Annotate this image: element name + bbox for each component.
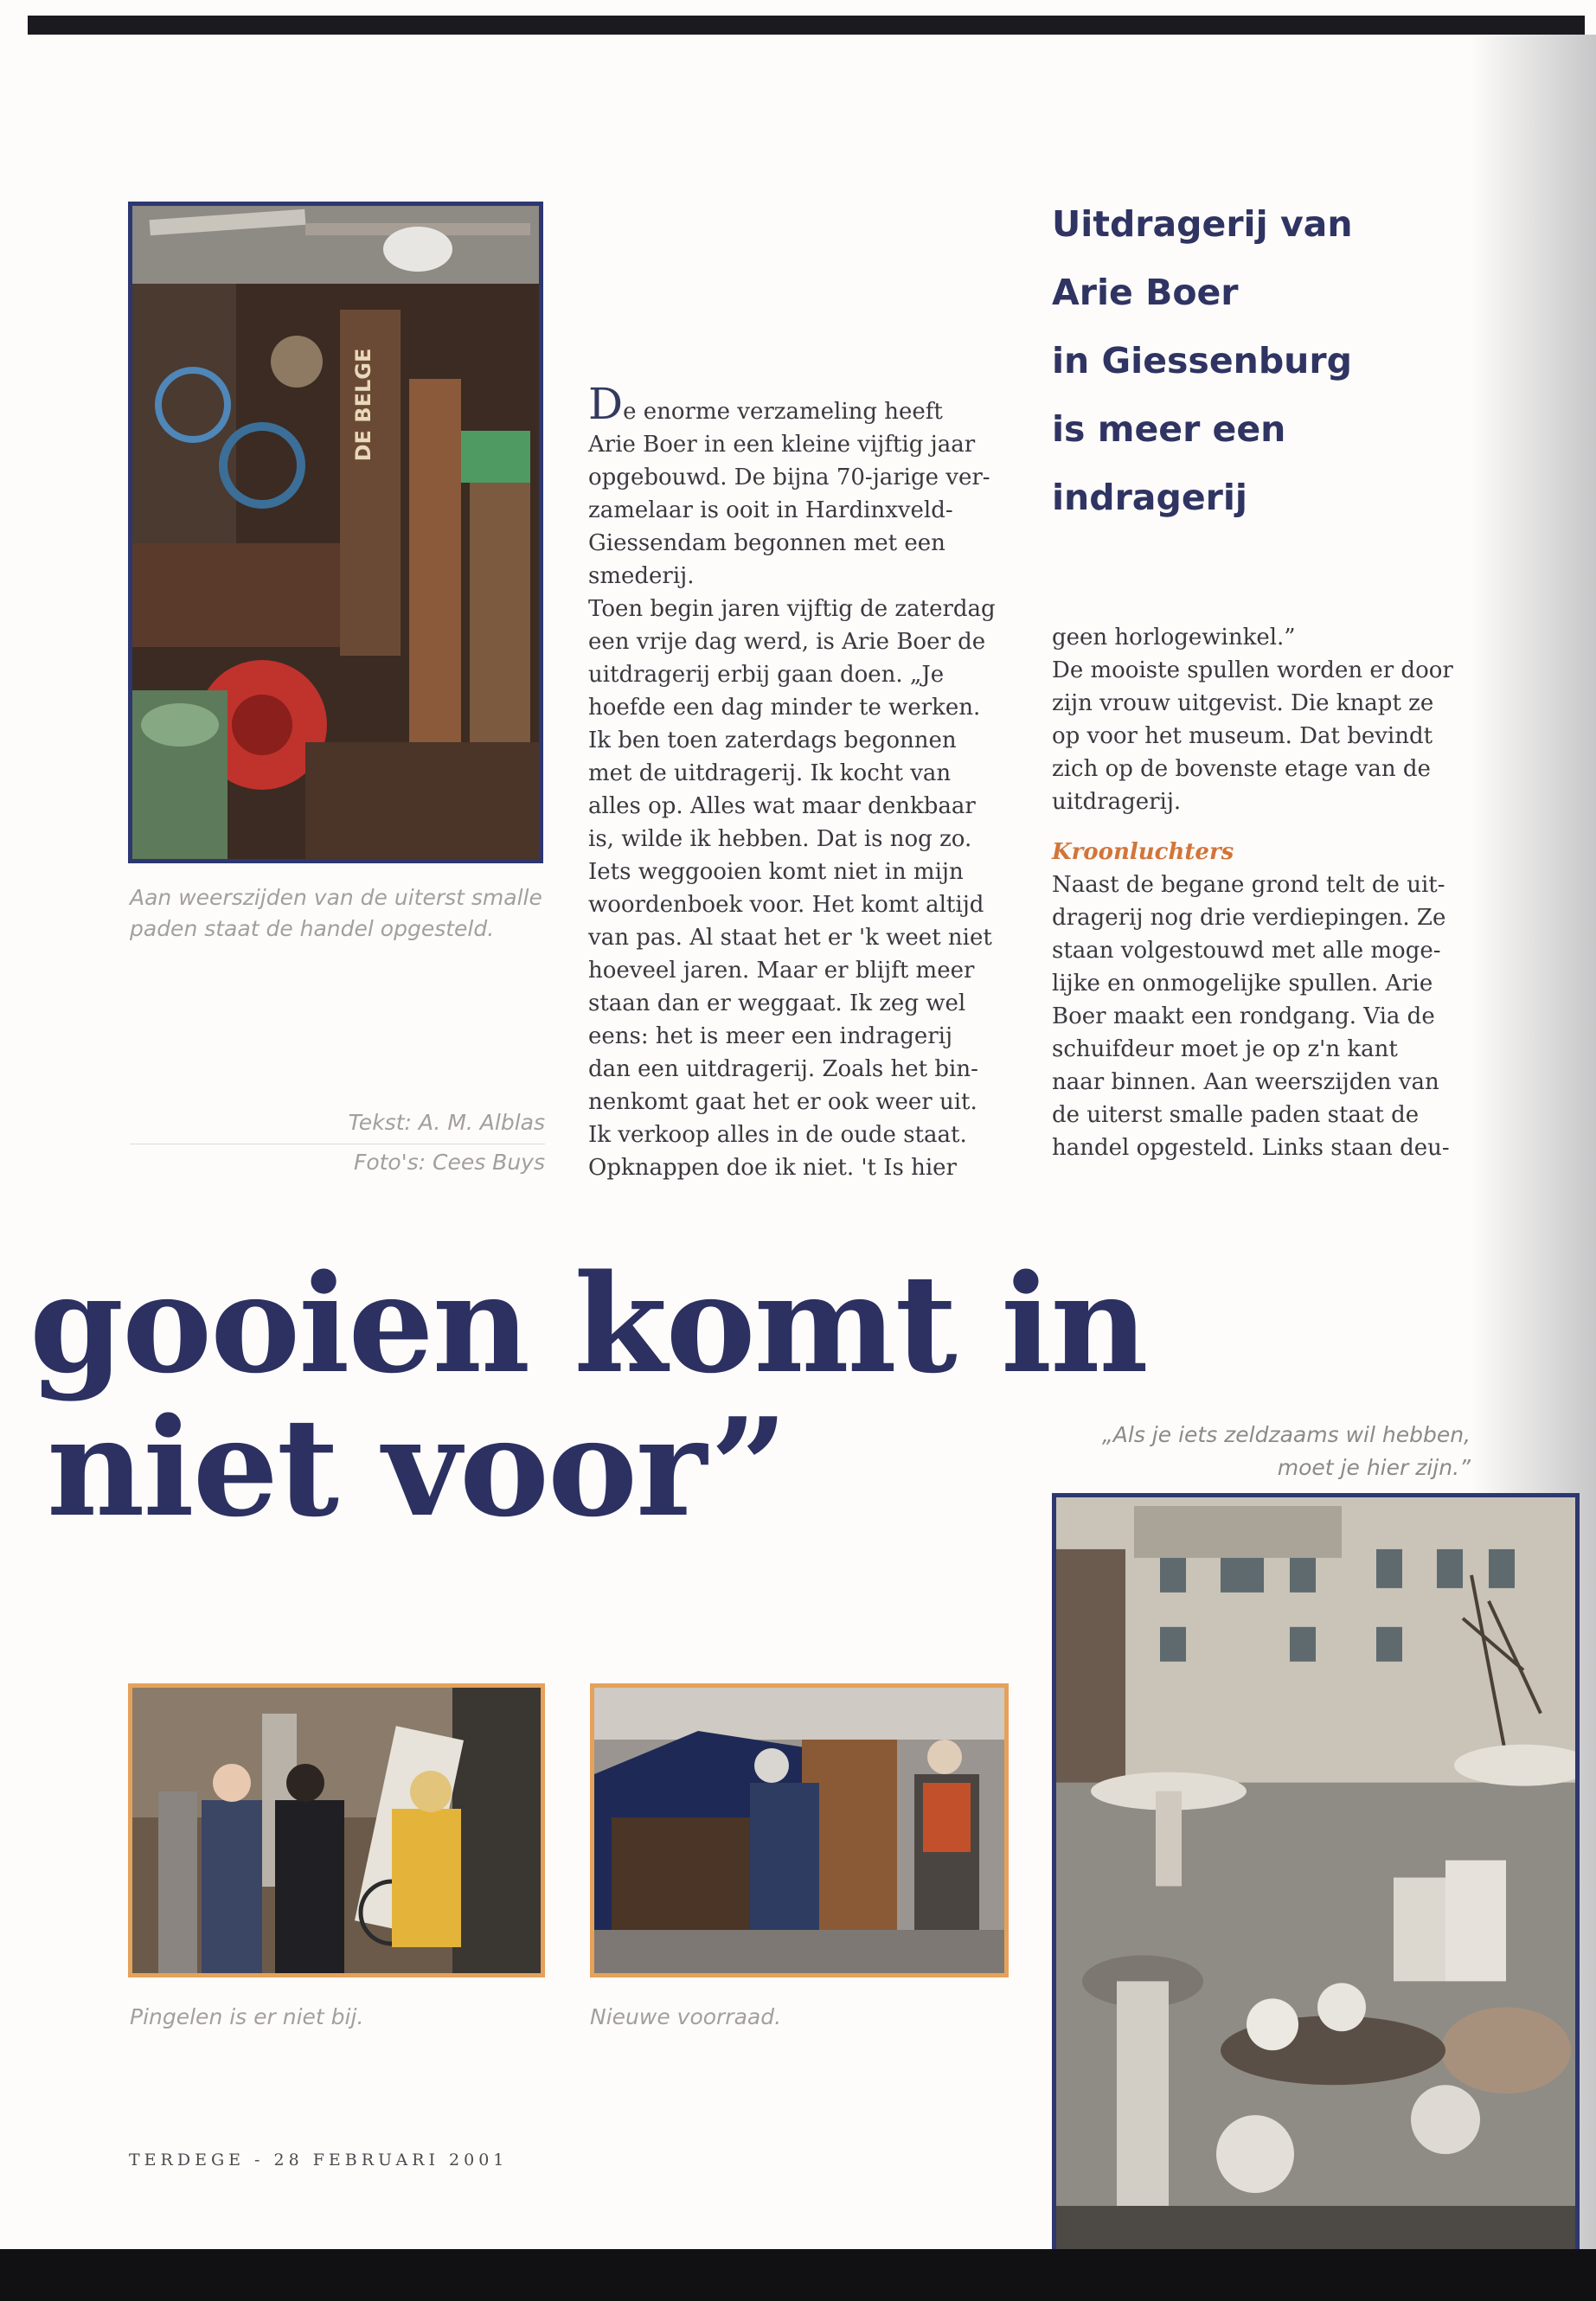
article-line: nenkomt gaat het er ook weer uit. xyxy=(588,1089,977,1115)
headline-line: in Giessenburg xyxy=(1052,340,1352,381)
photo-caption-pingelen: Pingelen is er niet bij. xyxy=(130,2004,364,2029)
article-line: schuifdeur moet je op z'n kant xyxy=(1052,1036,1398,1062)
paragraph-spacer xyxy=(1052,818,1467,836)
article-line: eens: het is meer een indragerij xyxy=(588,1023,953,1049)
article-line: Opknappen doe ik niet. 't Is hier xyxy=(588,1155,957,1181)
article-line: staan dan er weggaat. Ik zeg wel xyxy=(588,990,966,1016)
subhead-kroonluchters: Kroonluchters xyxy=(1052,839,1234,865)
article-line: dragerij nog drie verdiepingen. Ze xyxy=(1052,905,1446,931)
article-line: Ik verkoop alles in de oude staat. xyxy=(588,1122,967,1148)
article-line: hoefde een dag minder te werken. xyxy=(588,695,981,721)
photo-caption-voorraad: Nieuwe voorraad. xyxy=(590,2004,782,2029)
headline-line: indragerij xyxy=(1052,477,1247,518)
article-first-line xyxy=(588,379,1021,429)
article-line: zamelaar is ooit in Hardinxveld- xyxy=(588,497,953,523)
photo-nieuwe-voorraad xyxy=(590,1683,1009,1977)
article-line: met de uitdragerij. Ik kocht van xyxy=(588,760,952,786)
article-line: dan een uitdragerij. Zoals het bin- xyxy=(588,1056,978,1082)
title-line: gooien komt in xyxy=(29,1245,1147,1403)
article-line: naar binnen. Aan weerszijden van xyxy=(1052,1069,1439,1095)
article-line: een vrije dag werd, is Arie Boer de xyxy=(588,629,986,655)
article-line: De mooiste spullen worden er door xyxy=(1052,657,1453,683)
article-line: is, wilde ik hebben. Dat is nog zo. xyxy=(588,826,972,852)
title-line: niet voor” xyxy=(47,1388,786,1547)
photo-caption-top xyxy=(130,882,545,945)
caption-line: paden staat de handel opgesteld. xyxy=(130,916,495,941)
caption-line: Aan weerszijden van de uiterst smalle xyxy=(130,885,542,910)
article-column-2 xyxy=(1052,621,1467,1164)
drop-cap: D xyxy=(588,379,624,429)
top-rule xyxy=(28,16,1585,35)
bottom-rule xyxy=(0,2249,1596,2301)
headline-line: Uitdragerij van xyxy=(1052,203,1353,245)
article-line: alles op. Alles wat maar denkbaar xyxy=(588,793,976,819)
article-line: smederij. xyxy=(588,563,695,589)
article-line: Naast de begane grond telt de uit- xyxy=(1052,872,1445,898)
article-headline xyxy=(1052,190,1398,532)
credit-text: Tekst: A. M. Alblas xyxy=(348,1110,545,1135)
article-line: Arie Boer in een kleine vijftig jaar xyxy=(588,432,976,458)
article-line: zich op de bovenste etage van de xyxy=(1052,756,1431,782)
photo-pingelen xyxy=(128,1683,545,1977)
photo-shop-interior xyxy=(128,202,543,863)
article-line: Boer maakt een rondgang. Via de xyxy=(1052,1003,1435,1029)
pull-quote-line: moet je hier zijn.” xyxy=(1277,1455,1471,1480)
article-line: geen horlogewinkel.” xyxy=(1052,625,1296,651)
article-line: de uiterst smalle paden staat de xyxy=(1052,1102,1420,1128)
article-line: lijke en onmogelijke spullen. Arie xyxy=(1052,971,1433,997)
article-line: Iets weggooien komt niet in mijn xyxy=(588,859,964,885)
article-line: op voor het museum. Dat bevindt xyxy=(1052,723,1433,749)
article-line: Toen begin jaren vijftig de zaterdag xyxy=(588,596,996,622)
article-line: zijn vrouw uitgevist. Die knapt ze xyxy=(1052,690,1434,716)
photo-garden-ornaments xyxy=(1052,1493,1580,2249)
photo-sign-text: DE BELGE xyxy=(351,348,375,462)
article-line: handel opgesteld. Links staan deu- xyxy=(1052,1135,1450,1161)
article-line: woordenboek voor. Het komt altijd xyxy=(588,892,984,918)
article-line: Giessendam begonnen met een xyxy=(588,530,945,556)
article-line: uitdragerij erbij gaan doen. „Je xyxy=(588,662,945,688)
article-line: Ik ben toen zaterdags begonnen xyxy=(588,727,957,753)
pull-quote xyxy=(1021,1419,1471,1484)
article-line: opgebouwd. De bijna 70-jarige ver- xyxy=(588,465,990,490)
article-line: e enorme verzameling heeft xyxy=(623,399,943,425)
page-footer: TERDEGE - 28 FEBRUARI 2001 xyxy=(129,2150,509,2170)
article-column-1 xyxy=(588,379,1021,1184)
headline-line: Arie Boer xyxy=(1052,272,1239,313)
article-line: hoeveel jaren. Maar er blijft meer xyxy=(588,958,975,984)
article-line: staan volgestouwd met alle moge- xyxy=(1052,938,1441,964)
pull-quote-line: „Als je iets zeldzaams wil hebben, xyxy=(1101,1422,1471,1447)
article-line: uitdragerij. xyxy=(1052,789,1182,815)
credit-photos: Foto's: Cees Buys xyxy=(353,1150,545,1175)
article-line: van pas. Al staat het er 'k weet niet xyxy=(588,925,992,951)
headline-line: is meer een xyxy=(1052,408,1286,450)
